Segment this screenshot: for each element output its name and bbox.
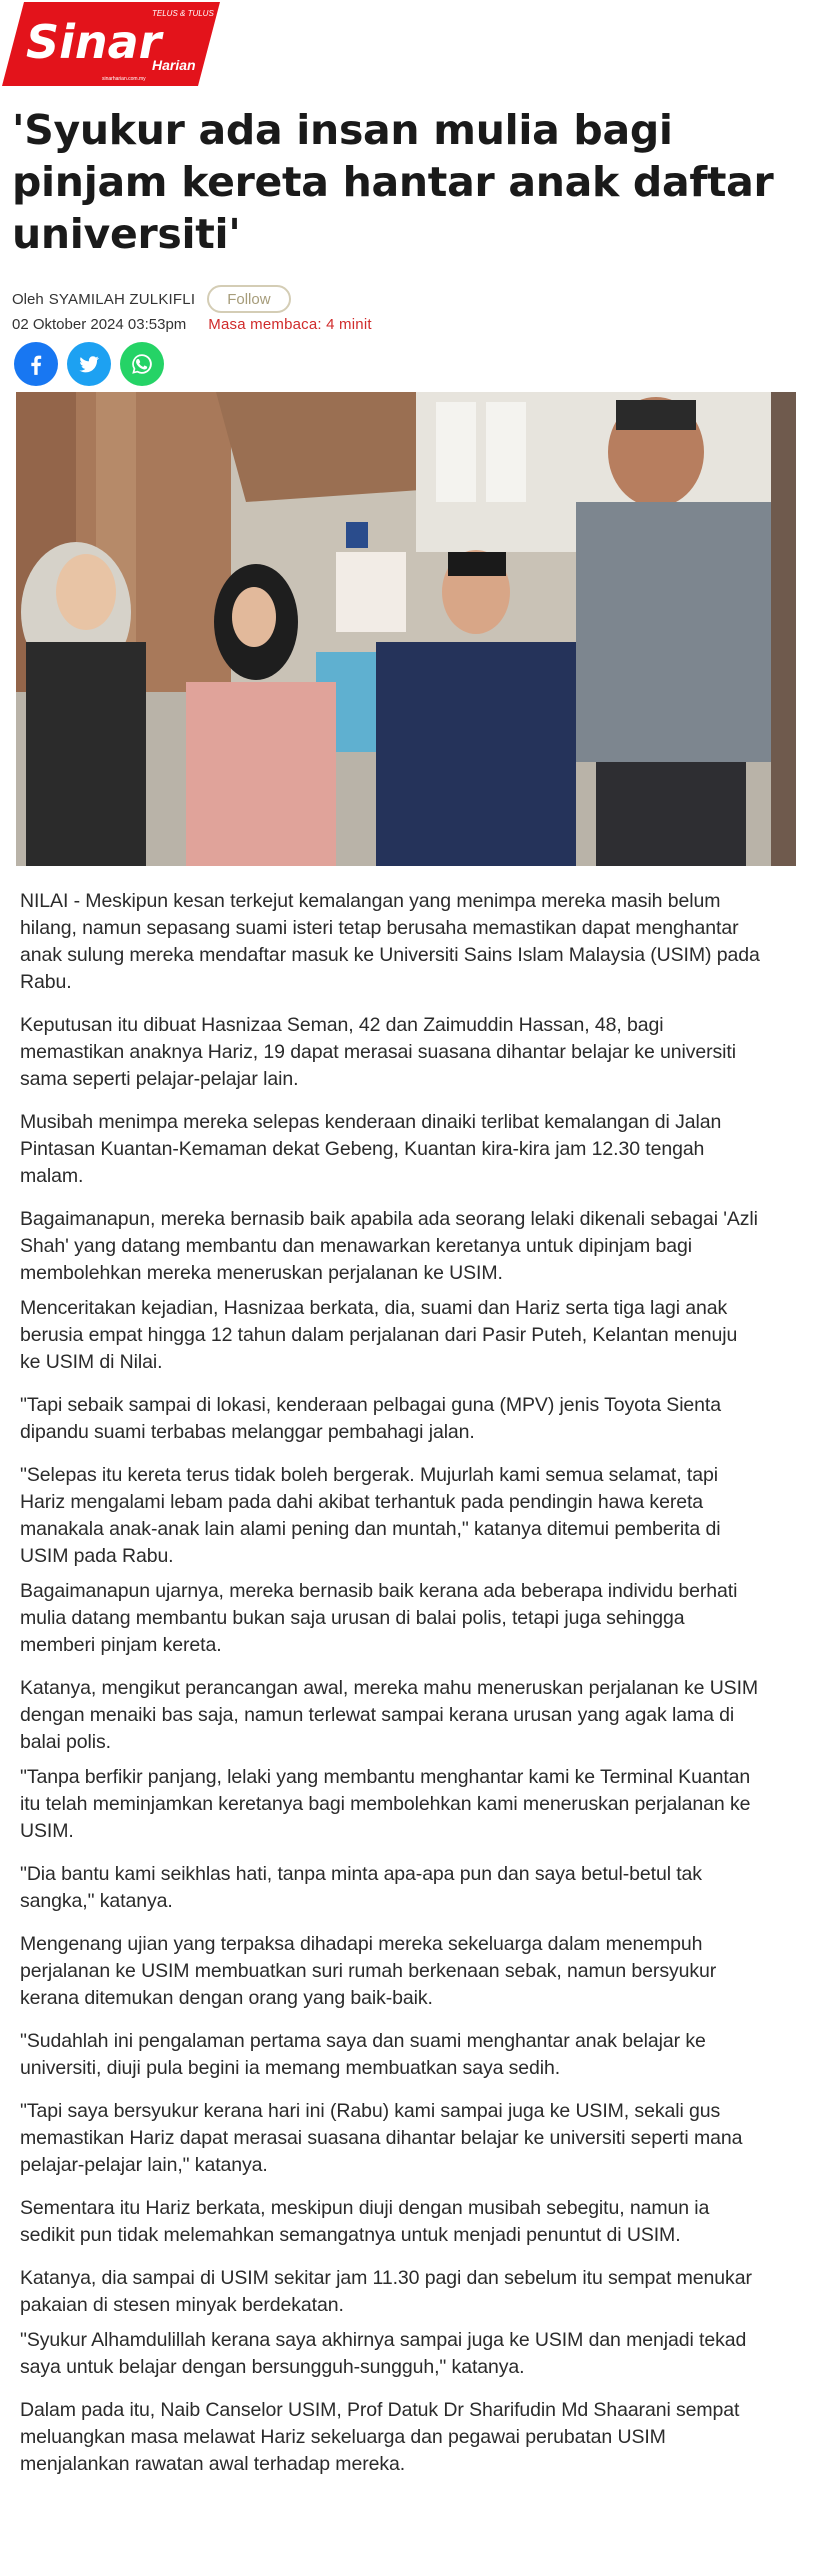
logo-wordmark: Sinar bbox=[26, 15, 162, 69]
publish-date: 02 Oktober 2024 03:53pm bbox=[12, 315, 187, 333]
article-paragraph: "Selepas itu kereta terus tidak boleh bergerak. Mujurlah kami semua selamat, tapi Hariz mengalami lebam pada dahi akibat terhantuk pada pendingin hawa kereta manakala anak-anak lain alami pening dan muntah," katanya ditemui pemberita di USIM pada Rabu. bbox=[20, 1464, 721, 1567]
byline-prefix: Oleh bbox=[12, 290, 44, 308]
article-paragraph: Katanya, dia sampai di USIM sekitar jam 11.30 pagi dan sebelum itu sempat menukar pakaian di stesen minyak berdekatan. bbox=[20, 2267, 752, 2316]
article-paragraph: Dalam pada itu, Naib Canselor USIM, Prof Datuk Dr Sharifudin Md Shaarani sempat meluangkan masa melawat Hariz sekeluarga dan pegawai perubatan USIM menjalankan rawatan awal terhadap mereka. bbox=[20, 2399, 740, 2475]
share-whatsapp-button[interactable] bbox=[120, 342, 164, 386]
byline bbox=[12, 284, 291, 314]
article-paragraph: "Sudahlah ini pengalaman pertama saya dan suami menghantar anak belajar ke universiti, diuji pula begini ia memang membuatkan saya sedih. bbox=[20, 2030, 706, 2079]
share-facebook-button[interactable] bbox=[14, 342, 58, 386]
whatsapp-icon bbox=[129, 351, 155, 377]
article-paragraph: Menceritakan kejadian, Hasnizaa berkata, dia, suami dan Hariz serta tiga lagi anak berusia empat hingga 12 tahun dalam perjalanan dari Pasir Puteh, Kelantan menuju ke USIM di Nilai. bbox=[20, 1297, 738, 1373]
article-paragraph: Mengenang ujian yang terpaksa dihadapi mereka sekeluarga dalam menempuh perjalanan ke USIM membuatkan suri rumah berkenaan sebak, namun bersyukur kerana ditemukan dengan orang yang baik-baik. bbox=[20, 1933, 717, 2009]
twitter-icon bbox=[76, 351, 102, 377]
article-paragraph: Bagaimanapun, mereka bernasib baik apabila ada seorang lelaki dikenali sebagai 'Azli Shah' yang datang membantu dan menawarkan keretanya untuk dipinjam bagi membolehkan mereka meneruskan perjalanan ke USIM. bbox=[20, 1208, 758, 1284]
share-twitter-button[interactable] bbox=[67, 342, 111, 386]
facebook-icon bbox=[23, 351, 49, 377]
article-photo[interactable] bbox=[16, 392, 796, 866]
article-paragraph: Bagaimanapun ujarnya, mereka bernasib baik kerana ada beberapa individu berhati mulia datang membantu bukan saja urusan di balai polis, tetapi juga sehingga memberi pinjam kereta. bbox=[20, 1580, 738, 1656]
article-paragraph: "Tapi saya bersyukur kerana hari ini (Rabu) kami sampai juga ke USIM, sekali gus memastikan Hariz dapat merasai suasana dihantar belajar ke universiti seperti mana pelajar-pelajar lain," katanya. bbox=[20, 2100, 743, 2176]
logo-tagline: TELUS & TULUS bbox=[152, 9, 214, 18]
article-paragraph: "Syukur Alhamdulillah kerana saya akhirnya sampai juga ke USIM dan menjadi tekad saya untuk belajar dengan bersungguh-sungguh," katanya. bbox=[20, 2329, 747, 2378]
article-body bbox=[20, 888, 760, 2494]
logo-subword: Harian bbox=[152, 57, 196, 73]
article-meta bbox=[12, 312, 372, 336]
article-paragraph: "Dia bantu kami seikhlas hati, tanpa minta apa-apa pun dan saya betul-betul tak sangka," katanya. bbox=[20, 1863, 702, 1912]
article-paragraph: Musibah menimpa mereka selepas kenderaan dinaiki terlibat kemalangan di Jalan Pintasan Kuantan-Kemaman dekat Gebeng, Kuantan kira-kira jam 12.30 tengah malam. bbox=[20, 1111, 722, 1187]
follow-author-button[interactable]: Follow bbox=[207, 285, 290, 313]
article-paragraph: Sementara itu Hariz berkata, meskipun diuji dengan musibah sebegitu, namun ia sedikit pun tidak melemahkan semangatnya untuk menjadi penuntut di USIM. bbox=[20, 2197, 710, 2246]
article-paragraph: NILAI - Meskipun kesan terkejut kemalangan yang menimpa mereka masih belum hilang, namun sepasang suami isteri tetap berusaha memastikan dapat menghantar anak sulung mereka mendaftar masuk ke Universiti Sains Islam Malaysia (USIM) pada Rabu. bbox=[20, 890, 760, 993]
article-paragraph: "Tanpa berfikir panjang, lelaki yang membantu menghantar kami ke Terminal Kuantan itu telah meminjamkan keretanya bagi membolehkan kami meneruskan perjalanan ke USIM. bbox=[20, 1766, 751, 1842]
sinar-harian-logo[interactable] bbox=[2, 0, 220, 88]
article-paragraph: Katanya, mengikut perancangan awal, mereka mahu meneruskan perjalanan ke USIM dengan menaiki bas saja, namun terlewat sampai kerana urusan yang agak lama di balai polis. bbox=[20, 1677, 759, 1753]
article-paragraph: "Tapi sebaik sampai di lokasi, kenderaan pelbagai guna (MPV) jenis Toyota Sienta dipandu suami terbabas melanggar pembahagi jalan. bbox=[20, 1394, 721, 1443]
reading-time: Masa membaca: 4 minit bbox=[208, 315, 372, 333]
article-paragraph: Keputusan itu dibuat Hasnizaa Seman, 42 dan Zaimuddin Hassan, 48, bagi memastikan anaknya Hariz, 19 dapat merasai suasana dihantar belajar ke universiti sama seperti pelajar-pelajar lain. bbox=[20, 1014, 736, 1090]
share-bar bbox=[14, 342, 164, 386]
article-headline: 'Syukur ada insan mulia bagi pinjam kereta hantar anak daftar universiti' bbox=[12, 106, 774, 258]
logo-url: sinarharian.com.my bbox=[102, 76, 146, 82]
author-name[interactable]: SYAMILAH ZULKIFLI bbox=[48, 290, 196, 308]
